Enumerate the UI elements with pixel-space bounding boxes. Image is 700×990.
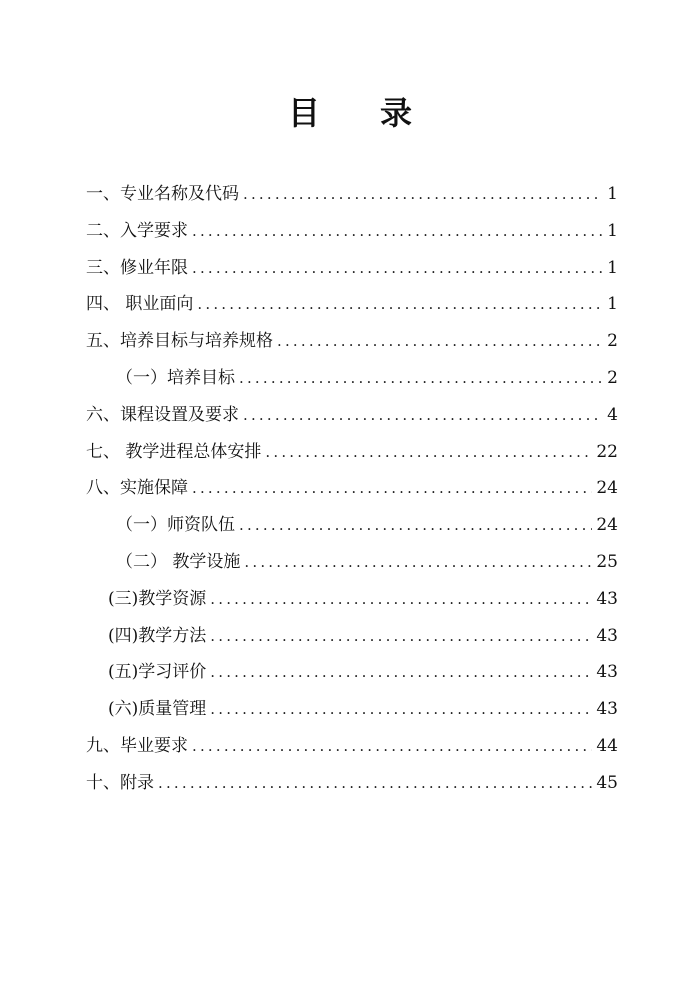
toc-entry-label: （一）师资队伍 [116, 515, 235, 536]
toc-entry[interactable] [86, 765, 618, 802]
toc-subentry[interactable] [86, 544, 618, 581]
toc-entry[interactable] [86, 176, 618, 213]
toc-leader-dots [239, 507, 592, 544]
toc-leader-dots [210, 691, 592, 728]
toc-subentry[interactable] [86, 507, 618, 544]
toc-entry-label: （二） 教学设施 [116, 551, 241, 572]
toc-entry-label: (三)教学资源 [108, 588, 207, 609]
toc-entry-page: 25 [596, 551, 618, 572]
toc-leader-dots [210, 618, 592, 655]
toc-subentry[interactable] [86, 360, 618, 397]
toc-leader-dots [192, 470, 592, 507]
toc-entry-label: 七、 教学进程总体安排 [86, 441, 262, 462]
toc-leader-dots [197, 286, 602, 323]
toc-entry[interactable] [86, 323, 618, 360]
toc-entry-label: 三、修业年限 [86, 257, 188, 278]
toc-entry-page: 43 [596, 588, 618, 609]
toc-leader-dots [243, 176, 602, 213]
toc-entry-label: 十、附录 [86, 772, 154, 793]
toc-entry-label: (四)教学方法 [108, 625, 207, 646]
toc-leader-dots [192, 250, 602, 287]
toc-entry-page: 43 [596, 699, 618, 720]
toc-entry-page: 4 [607, 404, 618, 425]
toc-leader-dots [244, 544, 592, 581]
toc-subentry[interactable] [86, 581, 618, 618]
toc-entry-label: 九、毕业要求 [86, 735, 188, 756]
toc-entry-label: 五、培养目标与培养规格 [86, 331, 273, 352]
title-char-2: 录 [380, 94, 413, 132]
toc-leader-dots [243, 397, 602, 434]
toc-entry-label: 八、实施保障 [86, 478, 188, 499]
toc-entry[interactable] [86, 434, 618, 471]
toc-entry-page: 1 [607, 294, 618, 315]
toc-entry-page: 44 [596, 735, 618, 756]
toc-leader-dots [192, 728, 592, 765]
toc-entry-label: 一、专业名称及代码 [86, 184, 239, 204]
toc-leader-dots [192, 213, 602, 250]
toc-subentry[interactable] [86, 691, 618, 728]
table-of-contents [86, 176, 618, 802]
title-char-1: 目 [287, 94, 320, 132]
toc-leader-dots [265, 434, 592, 471]
toc-entry[interactable] [86, 470, 618, 507]
toc-leader-dots [210, 654, 592, 691]
toc-entry[interactable] [86, 250, 618, 287]
toc-entry-label: 六、课程设置及要求 [86, 404, 239, 425]
toc-entry[interactable] [86, 213, 618, 250]
toc-entry-label: 四、 职业面向 [86, 294, 194, 315]
toc-leader-dots [277, 323, 602, 360]
toc-leader-dots [239, 360, 602, 397]
toc-entry-label: (六)质量管理 [108, 699, 207, 720]
toc-leader-dots [210, 581, 592, 618]
toc-entry-page: 24 [596, 515, 618, 536]
toc-entry-label: (五)学习评价 [108, 662, 207, 683]
toc-entry-page: 1 [607, 220, 618, 241]
toc-entry-page: 1 [607, 257, 618, 278]
toc-leader-dots [158, 765, 592, 802]
toc-entry-page: 24 [596, 478, 618, 499]
toc-entry-page: 2 [607, 367, 618, 388]
page-title [0, 88, 700, 134]
toc-entry-page: 43 [596, 625, 618, 646]
toc-entry-page: 1 [607, 184, 618, 204]
toc-entry[interactable] [86, 286, 618, 323]
toc-entry-page: 43 [596, 662, 618, 683]
toc-entry-label: （一）培养目标 [116, 367, 235, 388]
toc-entry-label: 二、入学要求 [86, 220, 188, 241]
toc-entry-page: 2 [607, 331, 618, 352]
toc-entry[interactable] [86, 728, 618, 765]
toc-entry-page: 22 [596, 441, 618, 462]
toc-subentry[interactable] [86, 654, 618, 691]
toc-subentry[interactable] [86, 618, 618, 655]
toc-entry-page: 45 [596, 772, 618, 793]
toc-entry[interactable] [86, 397, 618, 434]
